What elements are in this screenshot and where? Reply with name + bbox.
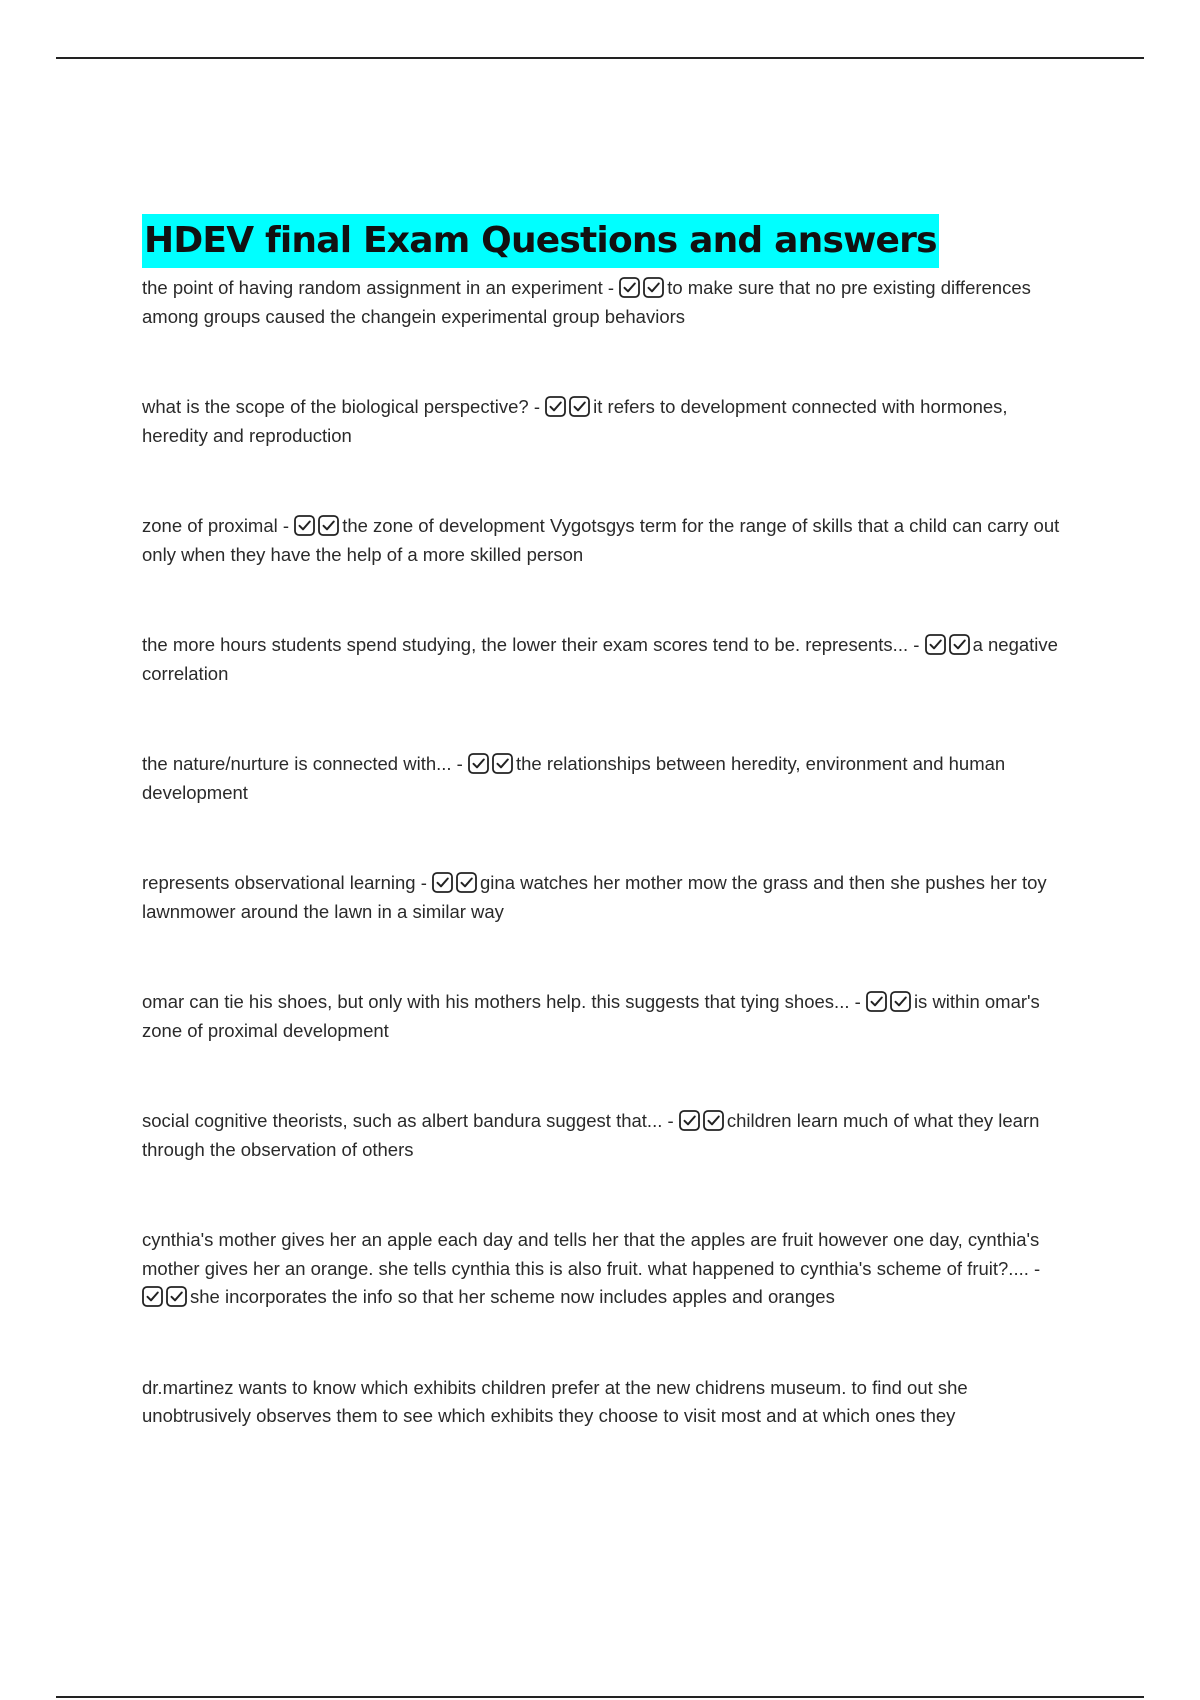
answer-text: she incorporates the info so that her scheme now includes apples and oranges: [190, 1286, 835, 1307]
checkbox-checked-icon: [703, 1110, 724, 1131]
checkbox-checked-icon: [545, 396, 566, 417]
separator: -: [849, 991, 866, 1012]
separator: -: [451, 753, 468, 774]
answer-text: to make sure that no pre existing differences among groups caused the changein experimental group behaviors: [142, 277, 1031, 327]
checkbox-checked-icon: [679, 1110, 700, 1131]
answer-text: gina watches her mother mow the grass and then she pushes her toy lawnmower around the lawn in a similar way: [142, 872, 1047, 922]
question-text: zone of proximal: [142, 515, 278, 536]
separator: -: [662, 1110, 679, 1131]
separator: -: [1028, 1257, 1041, 1279]
qa-list: [142, 274, 1060, 1431]
checkbox-checked-icon: [569, 396, 590, 417]
checkbox-checked-icon: [468, 753, 489, 774]
checkbox-checked-icon: [619, 277, 640, 298]
qa-item: [142, 1374, 1060, 1431]
qa-item: [142, 631, 1060, 688]
checkbox-checked-icon: [643, 277, 664, 298]
answer-text: a negative correlation: [142, 634, 1058, 684]
checkbox-checked-icon: [142, 1286, 163, 1307]
checkbox-checked-icon: [318, 515, 339, 536]
question-text: omar can tie his shoes, but only with his mothers help. this suggests that tying shoes...: [142, 991, 850, 1012]
answer-text: the zone of development Vygotsgys term for the range of skills that a child can carry out only when they have the help of a more skilled person: [142, 515, 1060, 565]
separator: -: [277, 515, 295, 536]
qa-item: [142, 1107, 1060, 1164]
checkbox-checked-icon: [166, 1286, 187, 1307]
question-text: social cognitive theorists, such as albert bandura suggest that...: [142, 1110, 663, 1131]
document-title: HDEV final Exam Questions and answers: [142, 214, 939, 268]
answer-text: is within omar's zone of proximal development: [142, 991, 1040, 1041]
separator: -: [602, 277, 620, 298]
question-text: cynthia's mother gives her an apple each day and tells her that the apples are fruit however one day, cynthia's mother gives her an orange. she tells cynthia this is also fruit. what happened to cynthia's scheme of fruit?....: [142, 1229, 1040, 1279]
question-text: represents observational learning: [142, 872, 416, 893]
question-text: the more hours students spend studying, the lower their exam scores tend to be. represents...: [142, 634, 909, 655]
checkbox-checked-icon: [949, 634, 970, 655]
checkbox-checked-icon: [925, 634, 946, 655]
qa-item: [142, 274, 1060, 331]
checkbox-checked-icon: [456, 872, 477, 893]
separator: -: [908, 634, 925, 655]
question-text: what is the scope of the biological perspective?: [142, 396, 529, 417]
separator: -: [528, 396, 546, 417]
checkbox-checked-icon: [432, 872, 453, 893]
qa-item: [142, 750, 1060, 807]
top-rule: [56, 57, 1144, 59]
qa-item: [142, 1226, 1060, 1312]
qa-item: [142, 869, 1060, 926]
answer-text: it refers to development connected with hormones, heredity and reproduction: [142, 396, 1008, 446]
qa-item: [142, 512, 1060, 569]
checkbox-checked-icon: [866, 991, 887, 1012]
checkbox-checked-icon: [294, 515, 315, 536]
question-text: dr.martinez wants to know which exhibits children prefer at the new chidrens museum. to find out she unobtrusively observes them to see which exhibits they choose to visit most and at which ones they: [142, 1376, 968, 1426]
separator: -: [415, 872, 433, 893]
checkbox-checked-icon: [890, 991, 911, 1012]
bottom-rule: [56, 1696, 1144, 1698]
answer-text: children learn much of what they learn through the observation of others: [142, 1110, 1040, 1160]
qa-item: [142, 988, 1060, 1045]
checkbox-checked-icon: [492, 753, 513, 774]
qa-item: [142, 393, 1060, 450]
page-content: [142, 214, 1060, 1431]
answer-text: the relationships between heredity, environment and human development: [142, 753, 1006, 803]
question-text: the nature/nurture is connected with...: [142, 753, 452, 774]
question-text: the point of having random assignment in an experiment: [142, 277, 603, 298]
